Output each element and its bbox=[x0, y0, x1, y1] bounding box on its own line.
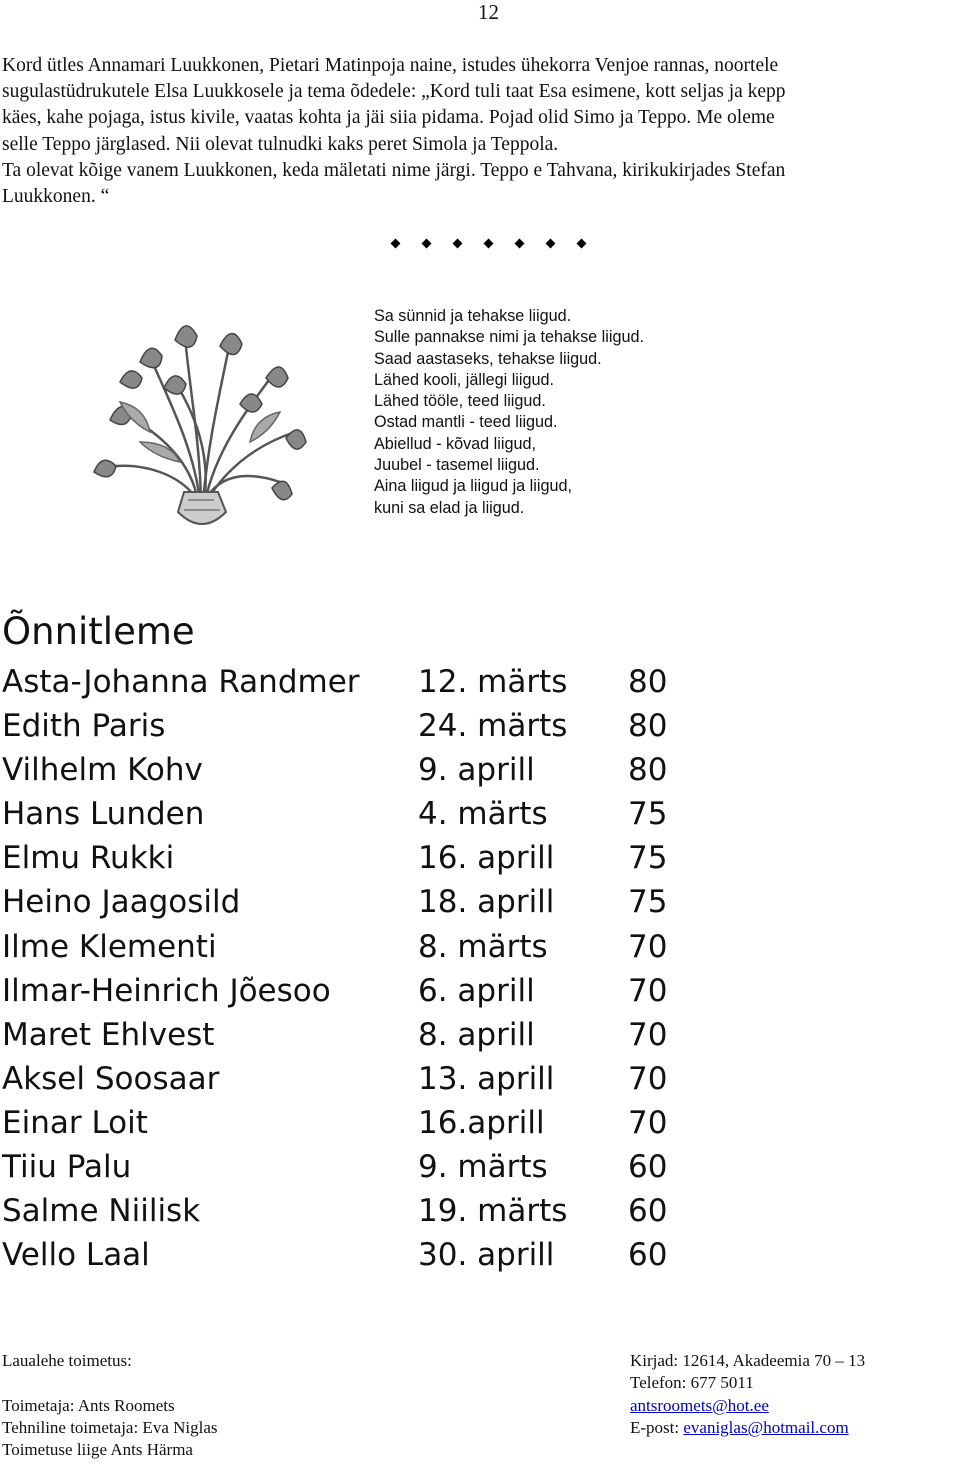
age: 75 bbox=[628, 796, 668, 833]
poem-line: Saad aastaseks, tehakse liigud. bbox=[374, 349, 602, 368]
diamond-icon bbox=[515, 239, 525, 249]
age: 80 bbox=[628, 752, 668, 789]
age: 60 bbox=[628, 1237, 668, 1274]
congrats-row bbox=[0, 1233, 960, 1277]
diamond-icon bbox=[422, 239, 432, 249]
birthday-date: 16.aprill bbox=[418, 1104, 545, 1141]
birthday-date: 4. märts bbox=[418, 796, 548, 833]
congrats-row bbox=[0, 880, 960, 924]
congrats-row bbox=[0, 1145, 960, 1189]
congrats-list bbox=[0, 660, 960, 1277]
birthday-date: 8. aprill bbox=[418, 1016, 535, 1053]
age: 60 bbox=[628, 1149, 668, 1186]
intro-line: käes, kahe pojaga, istus kivile, vaatas kohta ja jäi siia pidama. Pojad olid Simo ja Teppo. Me oleme bbox=[2, 107, 775, 129]
footer-spacer bbox=[2, 1372, 218, 1394]
congrats-row bbox=[0, 1013, 960, 1057]
person-name: Vello Laal bbox=[2, 1237, 150, 1274]
address-line: Kirjad: 12614, Akadeemia 70 – 13 bbox=[630, 1351, 866, 1370]
congrats-row bbox=[0, 748, 960, 792]
age: 70 bbox=[628, 1104, 668, 1141]
congrats-row bbox=[0, 1189, 960, 1233]
editor-line: Toimetaja: Ants Roomets bbox=[2, 1395, 175, 1415]
technical-editor-line: Tehniline toimetaja: Eva Niglas bbox=[2, 1417, 218, 1437]
age: 75 bbox=[628, 884, 668, 921]
intro-line: Ta olevat kõige vanem Luukkonen, keda mäletati nime järgi. Teppo e Tahvana, kirikukirjades Stefan bbox=[2, 159, 786, 181]
poem-line: Ostad mantli - teed liigud. bbox=[374, 413, 558, 432]
birthday-date: 12. märts bbox=[418, 664, 568, 700]
diamond-icon bbox=[484, 239, 494, 249]
birthday-date: 9. märts bbox=[418, 1149, 548, 1186]
phone-line: Telefon: 677 5011 bbox=[630, 1373, 754, 1393]
email-line bbox=[630, 1395, 865, 1417]
person-name: Tiiu Palu bbox=[2, 1149, 132, 1186]
age: 70 bbox=[628, 928, 668, 965]
congrats-row bbox=[0, 925, 960, 969]
congrats-row bbox=[0, 1101, 960, 1145]
person-name: Vilhelm Kohv bbox=[2, 752, 203, 789]
person-name: Hans Lunden bbox=[2, 796, 205, 833]
intro-line: Kord ütles Annamari Luukkonen, Pietari Matinpoja naine, istudes ühekorra Venjoe rannas, noortele bbox=[2, 55, 779, 76]
poem-line: kuni sa elad ja liigud. bbox=[374, 498, 525, 517]
diamond-icon bbox=[453, 239, 463, 249]
person-name: Einar Loit bbox=[2, 1104, 148, 1141]
poem-line: Lähed tööle, teed liigud. bbox=[374, 392, 546, 411]
birthday-date: 8. märts bbox=[418, 928, 548, 965]
birthday-date: 9. aprill bbox=[418, 752, 535, 789]
poem-line: Juubel - tasemel liigud. bbox=[374, 456, 540, 475]
birthday-date: 13. aprill bbox=[418, 1060, 555, 1097]
diamond-icon bbox=[546, 239, 556, 249]
age: 70 bbox=[628, 972, 668, 1009]
email-link-niglas[interactable]: evaniglas@hotmail.com bbox=[683, 1417, 849, 1437]
poem-line: Lähed kooli, jällegi liigud. bbox=[374, 370, 554, 389]
email-label: E-post: bbox=[630, 1417, 684, 1437]
poem-line: Abiellud - kõvad liigud, bbox=[374, 434, 536, 453]
footer-editorial bbox=[2, 1350, 218, 1461]
intro-paragraph bbox=[2, 53, 958, 210]
email-line bbox=[630, 1417, 865, 1439]
person-name: Salme Niilisk bbox=[2, 1193, 201, 1230]
age: 70 bbox=[628, 1060, 668, 1097]
person-name: Maret Ehlvest bbox=[2, 1016, 215, 1053]
age: 75 bbox=[628, 840, 668, 877]
intro-line: Luukkonen. “ bbox=[2, 186, 110, 208]
intro-line: selle Teppo järglased. Nii olevat tulnudki kaks peret Simola ja Teppola. bbox=[2, 133, 559, 155]
person-name: Ilme Klementi bbox=[2, 928, 217, 965]
poem bbox=[374, 306, 644, 519]
birthday-date: 19. märts bbox=[418, 1193, 568, 1230]
editorial-member-line: Toimetuse liige Ants Härma bbox=[2, 1440, 193, 1460]
footer-heading: Laualehe toimetus: bbox=[2, 1351, 132, 1370]
congrats-row bbox=[0, 792, 960, 836]
diamond-icon bbox=[577, 239, 587, 249]
poem-line: Sa sünnid ja tehakse liigud. bbox=[374, 307, 572, 325]
person-name: Aksel Soosaar bbox=[2, 1060, 220, 1097]
person-name: Asta-Johanna Randmer bbox=[2, 664, 360, 700]
congrats-row bbox=[0, 660, 960, 704]
age: 80 bbox=[628, 708, 668, 745]
person-name: Heino Jaagosild bbox=[2, 884, 241, 921]
birthday-date: 18. aprill bbox=[418, 884, 555, 921]
age: 80 bbox=[628, 664, 668, 700]
congrats-row bbox=[0, 836, 960, 880]
congrats-row bbox=[0, 1057, 960, 1101]
footer-contacts bbox=[630, 1350, 865, 1439]
poem-line: Aina liigud ja liigud ja liigud, bbox=[374, 477, 572, 496]
age: 70 bbox=[628, 1016, 668, 1053]
intro-line: sugulastüdrukutele Elsa Luukkosele ja tema õdedele: „Kord tuli taat Esa esimene, kott seljas ja kepp bbox=[2, 81, 786, 103]
person-name: Edith Paris bbox=[2, 708, 166, 745]
age: 60 bbox=[628, 1193, 668, 1230]
birthday-date: 16. aprill bbox=[418, 840, 555, 877]
birthday-date: 24. märts bbox=[418, 708, 568, 745]
person-name: Elmu Rukki bbox=[2, 840, 175, 877]
person-name: Ilmar-Heinrich Jõesoo bbox=[2, 972, 331, 1009]
page-number: 12 bbox=[478, 0, 499, 24]
email-link-roomets[interactable]: antsroomets@hot.ee bbox=[630, 1395, 769, 1415]
poem-line: Sulle pannakse nimi ja tehakse liigud. bbox=[374, 328, 644, 347]
birthday-date: 6. aprill bbox=[418, 972, 535, 1009]
tulip-vase-image bbox=[80, 312, 320, 534]
congrats-row bbox=[0, 704, 960, 748]
congrats-row bbox=[0, 969, 960, 1013]
diamond-icon bbox=[391, 239, 401, 249]
birthday-date: 30. aprill bbox=[418, 1237, 555, 1274]
congrats-title: Õnnitleme bbox=[2, 610, 195, 653]
